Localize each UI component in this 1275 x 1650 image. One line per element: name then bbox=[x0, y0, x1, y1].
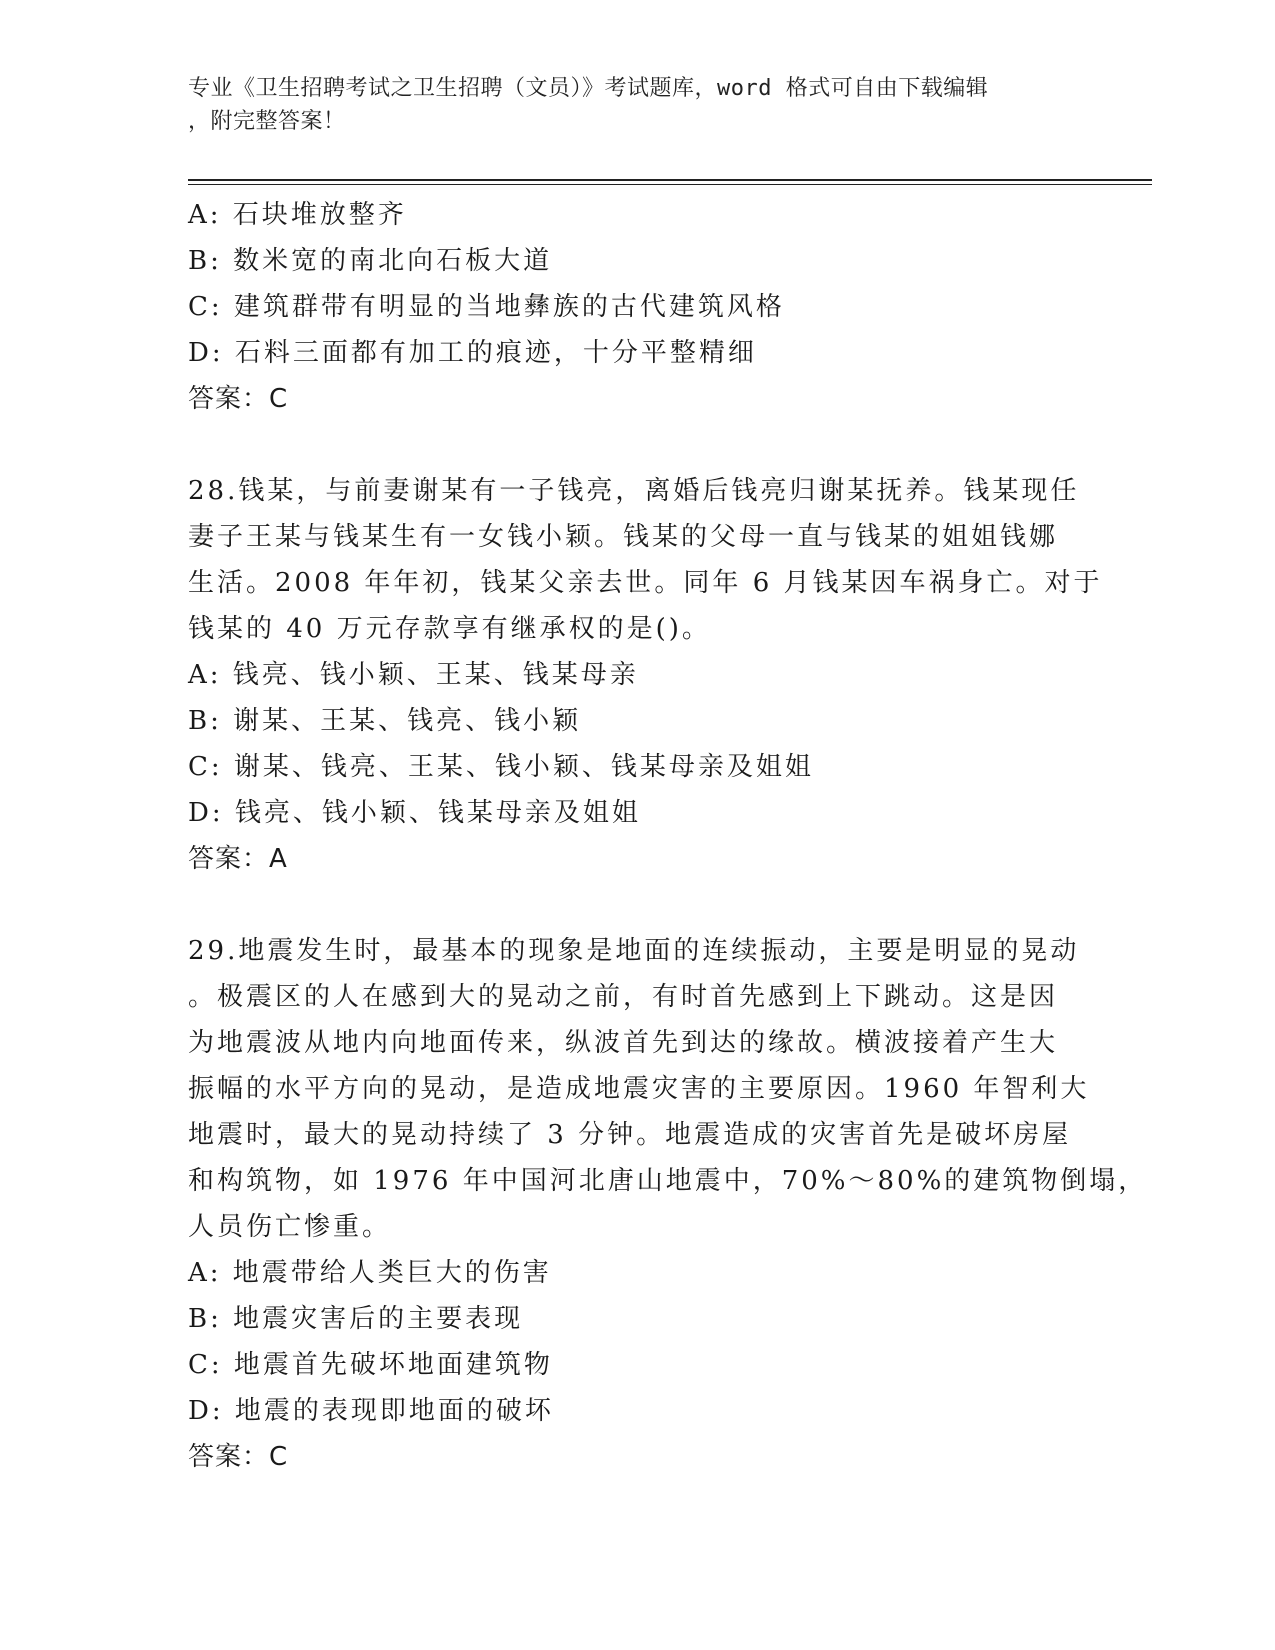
option-d: D: 地震的表现即地面的破坏 bbox=[188, 1396, 554, 1426]
option-b: B: 地震灾害后的主要表现 bbox=[188, 1304, 524, 1334]
option-d: D: 石料三面都有加工的痕迹，十分平整精细 bbox=[188, 338, 757, 368]
option-b: B: 谢某、王某、钱亮、钱小颖 bbox=[188, 706, 582, 736]
header-divider bbox=[188, 179, 1152, 181]
question-stem-line: 地震时，最大的晃动持续了 3 分钟。地震造成的灾害首先是破坏房屋 bbox=[188, 1120, 1072, 1150]
question-stem-line: 29.地震发生时，最基本的现象是地面的连续振动，主要是明显的晃动 bbox=[188, 936, 1080, 966]
answer-label: 答案：C bbox=[188, 384, 289, 414]
option-c: C: 谢某、钱亮、王某、钱小颖、钱某母亲及姐姐 bbox=[188, 752, 814, 782]
option-d: D: 钱亮、钱小颖、钱某母亲及姐姐 bbox=[188, 798, 641, 828]
header-divider-thin bbox=[188, 184, 1152, 185]
question-stem-line: 钱某的 40 万元存款享有继承权的是()。 bbox=[188, 614, 711, 644]
question-28 bbox=[188, 468, 1103, 882]
option-a: A: 钱亮、钱小颖、王某、钱某母亲 bbox=[188, 660, 639, 690]
option-a: A: 地震带给人类巨大的伤害 bbox=[188, 1258, 552, 1288]
question-stem-line: 妻子王某与钱某生有一女钱小颖。钱某的父母一直与钱某的姐姐钱娜 bbox=[188, 522, 1059, 552]
option-a: A: 石块堆放整齐 bbox=[188, 200, 407, 230]
answer-label: 答案：A bbox=[188, 844, 288, 874]
question-content bbox=[188, 192, 1148, 1480]
question-stem-line: 振幅的水平方向的晃动，是造成地震灾害的主要原因。1960 年智利大 bbox=[188, 1074, 1090, 1104]
question-27 bbox=[188, 192, 1088, 422]
answer-label: 答案：C bbox=[188, 1442, 289, 1472]
spacer bbox=[188, 882, 1088, 928]
question-stem-line: 为地震波从地内向地面传来，纵波首先到达的缘故。横波接着产生大 bbox=[188, 1028, 1059, 1058]
question-stem-line: 人员伤亡惨重。 bbox=[188, 1212, 392, 1242]
question-stem-line: 。极震区的人在感到大的晃动之前，有时首先感到上下跳动。这是因 bbox=[188, 982, 1059, 1012]
option-c: C: 地震首先破坏地面建筑物 bbox=[188, 1350, 553, 1380]
question-stem-line: 和构筑物，如 1976 年中国河北唐山地震中，70%～80%的建筑物倒塌， bbox=[188, 1166, 1148, 1196]
option-c: C: 建筑群带有明显的当地彝族的古代建筑风格 bbox=[188, 292, 785, 322]
header-text-line-2: ，附完整答案！ bbox=[188, 109, 346, 134]
question-29 bbox=[188, 928, 1148, 1480]
question-stem-line: 生活。2008 年年初，钱某父亲去世。同年 6 月钱某因车祸身亡。对于 bbox=[188, 568, 1103, 598]
page-header bbox=[188, 72, 1068, 138]
header-text-line-1: 专业《卫生招聘考试之卫生招聘（文员）》考试题库，word 格式可自由下载编辑 bbox=[188, 76, 989, 101]
option-b: B: 数米宽的南北向石板大道 bbox=[188, 246, 553, 276]
question-stem-line: 28.钱某，与前妻谢某有一子钱亮，离婚后钱亮归谢某抚养。钱某现任 bbox=[188, 476, 1080, 506]
spacer bbox=[188, 422, 1088, 468]
